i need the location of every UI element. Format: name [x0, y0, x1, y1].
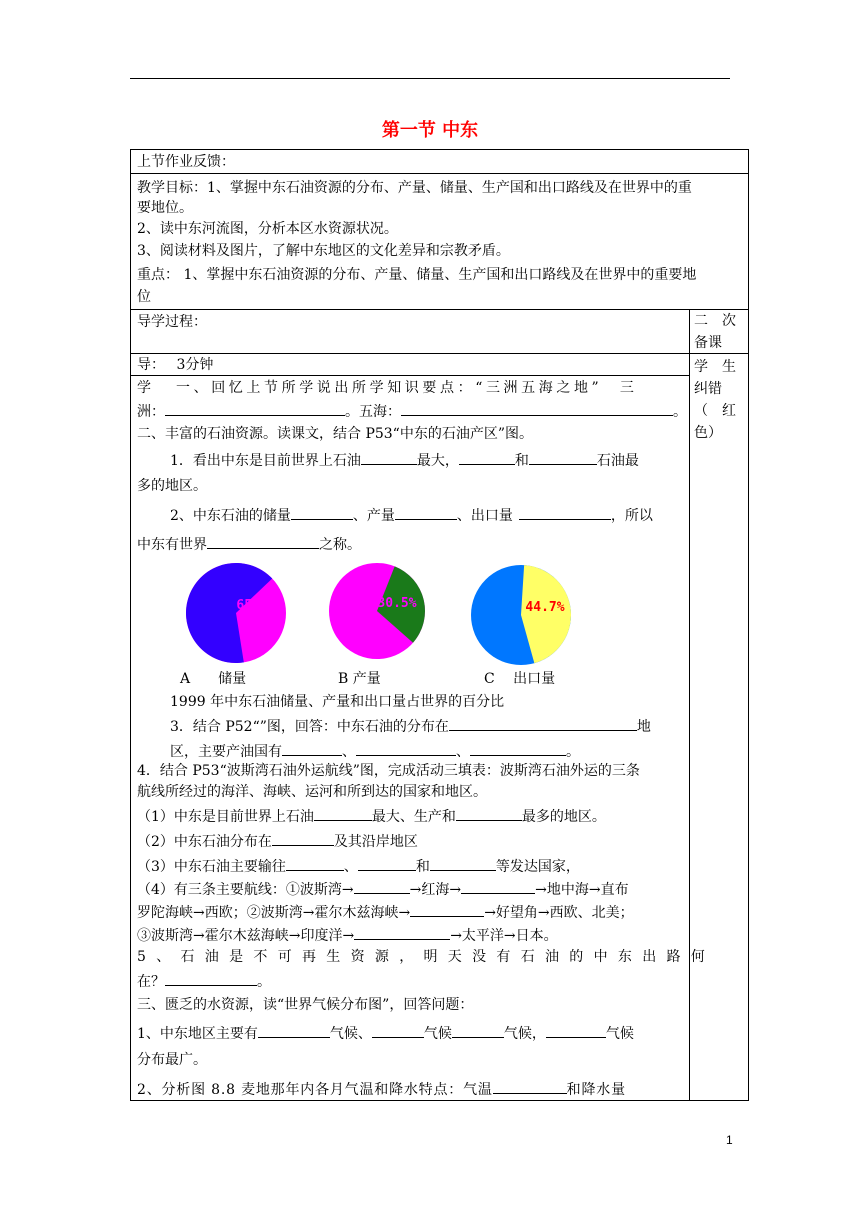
time-label: 导： 3分钟	[137, 357, 214, 373]
section3-heading: 三、匮乏的水资源，读“世界气候分布图”，回答问题：	[137, 997, 474, 1013]
question-line: 4．结合 P53“波斯湾石油外运航线”图，完成活动三填表：波斯湾石油外运的三条	[137, 763, 640, 779]
table-column-divider	[689, 309, 690, 1101]
table-row-divider	[130, 375, 690, 376]
question-line: 区，主要产油国有 、 、 。	[170, 741, 580, 761]
question-line: 罗陀海峡→西欧；②波斯湾→霍尔木兹海峡→ →好望角→西欧、北美；	[137, 902, 634, 922]
answer-blank[interactable]	[354, 879, 410, 894]
xue-label: 学	[137, 380, 151, 396]
seas-label: 。五海：	[345, 404, 401, 420]
section2-heading: 二、丰富的石油资源。读课文，结合 P53“中东的石油产区”图。	[137, 426, 533, 442]
question-line: 1．看出中东是目前世界上石油 最大， 和 石油最	[170, 450, 639, 470]
objective-line: 要地位。	[137, 200, 193, 216]
question-line: 1、中东地区主要有 气候、 气候 气候， 气候	[137, 1023, 634, 1043]
answer-blank[interactable]	[459, 450, 515, 465]
question-line: 中东有世界 之称。	[137, 534, 361, 554]
objective-line: 2、读中东河流图，分析本区水资源状况。	[137, 221, 398, 237]
pie-percent-label: 44.7%	[525, 600, 565, 615]
header-rule	[130, 78, 730, 79]
answer-blank[interactable]	[282, 741, 342, 756]
question-line: （2）中东石油分布在 及其沿岸地区	[137, 831, 418, 851]
answer-blank[interactable]	[207, 534, 319, 549]
answer-blank[interactable]	[529, 450, 597, 465]
second-prep-label: 二 次 备课	[694, 313, 736, 351]
answer-blank[interactable]	[519, 505, 611, 520]
answer-blank[interactable]	[286, 856, 344, 871]
answer-blank[interactable]	[449, 716, 637, 731]
question-line: ③波斯湾→霍尔木兹海峡→印度洋→ →太平洋→日本。	[137, 925, 558, 945]
section1-line: 洲： 。五海： 。	[137, 401, 687, 421]
table-row-divider	[130, 173, 749, 174]
answer-blank[interactable]	[410, 902, 484, 917]
section1-line: 一、回忆上节所学说出所学知识要点：“三洲五海之地” 三	[176, 380, 638, 396]
objective-line: 3、阅读材料及图片，了解中东地区的文化差异和宗教矛盾。	[137, 243, 510, 259]
pie-percent-label: 65.4%	[236, 598, 276, 613]
question-line: 分布最广。	[137, 1052, 207, 1068]
pie-label-production: B 产量	[338, 671, 381, 687]
answer-blank[interactable]	[461, 879, 535, 894]
question-line: 多的地区。	[137, 478, 207, 494]
pie-chart-production	[327, 561, 427, 661]
question-line: 2、分析图 8.8 麦地那年内各月气温和降水特点：气温 和降水量	[137, 1079, 626, 1099]
question-line: （1）中东是目前世界上石油 最大、生产和 最多的地区。	[137, 806, 606, 826]
answer-blank[interactable]	[546, 1023, 606, 1038]
table-row-divider	[130, 353, 749, 354]
seas-blank[interactable]	[401, 401, 673, 416]
key-point-line: 重点： 1、掌握中东石油资源的分布、产量、储量、生产国和出口路线及在世界中的重要地	[137, 267, 697, 283]
answer-blank[interactable]	[361, 450, 417, 465]
question-line: 航线所经过的海洋、海峡、运河和所到达的国家和地区。	[137, 784, 487, 800]
answer-blank[interactable]	[272, 831, 334, 846]
feedback-label: 上节作业反馈：	[137, 154, 235, 170]
answer-blank[interactable]	[395, 505, 457, 520]
pie-percent-label: 30.5%	[377, 596, 417, 611]
answer-blank[interactable]	[354, 925, 450, 940]
pie-label-exports: C 出口量	[484, 671, 556, 687]
answer-blank[interactable]	[430, 856, 496, 871]
guide-label: 导学过程：	[137, 314, 207, 330]
question-line: 5、石油是不可再生资源，明天没有石油的中东出路何	[137, 949, 716, 965]
answer-blank[interactable]	[258, 1023, 330, 1038]
answer-blank[interactable]	[456, 806, 522, 821]
answer-blank[interactable]	[291, 505, 353, 520]
question-line: （3）中东石油主要输往 、 和 等发达国家，	[137, 856, 580, 876]
answer-blank[interactable]	[452, 1023, 504, 1038]
chart-caption: 1999 年中东石油储量、产量和出口量占世界的百分比	[170, 694, 505, 710]
answer-blank[interactable]	[493, 1079, 567, 1094]
correction-label: 学 生 纠错 （ 红 色）	[694, 359, 736, 441]
answer-blank[interactable]	[470, 741, 566, 756]
answer-blank[interactable]	[358, 856, 416, 871]
continents-blank[interactable]	[165, 401, 345, 416]
key-point-line: 位	[137, 289, 151, 305]
answer-blank[interactable]	[372, 1023, 424, 1038]
question-line: 在？ 。	[137, 971, 271, 991]
question-line: （4）有三条主要航线：①波斯湾→ →红海→ →地中海→直布	[137, 879, 629, 899]
answer-blank[interactable]	[165, 971, 257, 986]
continents-label: 洲：	[137, 404, 165, 420]
page-number: 1	[726, 1133, 733, 1147]
question-line: 2、中东石油的储量 、产量 、出口量 ，所以	[170, 505, 653, 525]
pie-chart-reserves	[186, 563, 286, 663]
answer-blank[interactable]	[314, 806, 372, 821]
question-line: 3．结合 P52“”图，回答：中东石油的分布在 地	[170, 716, 651, 736]
objective-line: 教学目标：1、掌握中东石油资源的分布、产量、储量、生产国和出口路线及在世界中的重	[137, 180, 692, 196]
table-row-divider	[130, 309, 749, 310]
pie-chart-exports	[471, 565, 571, 665]
answer-blank[interactable]	[356, 741, 456, 756]
pie-label-reserves: A 储量	[180, 671, 247, 687]
page-title: 第一节 中东	[381, 120, 479, 141]
